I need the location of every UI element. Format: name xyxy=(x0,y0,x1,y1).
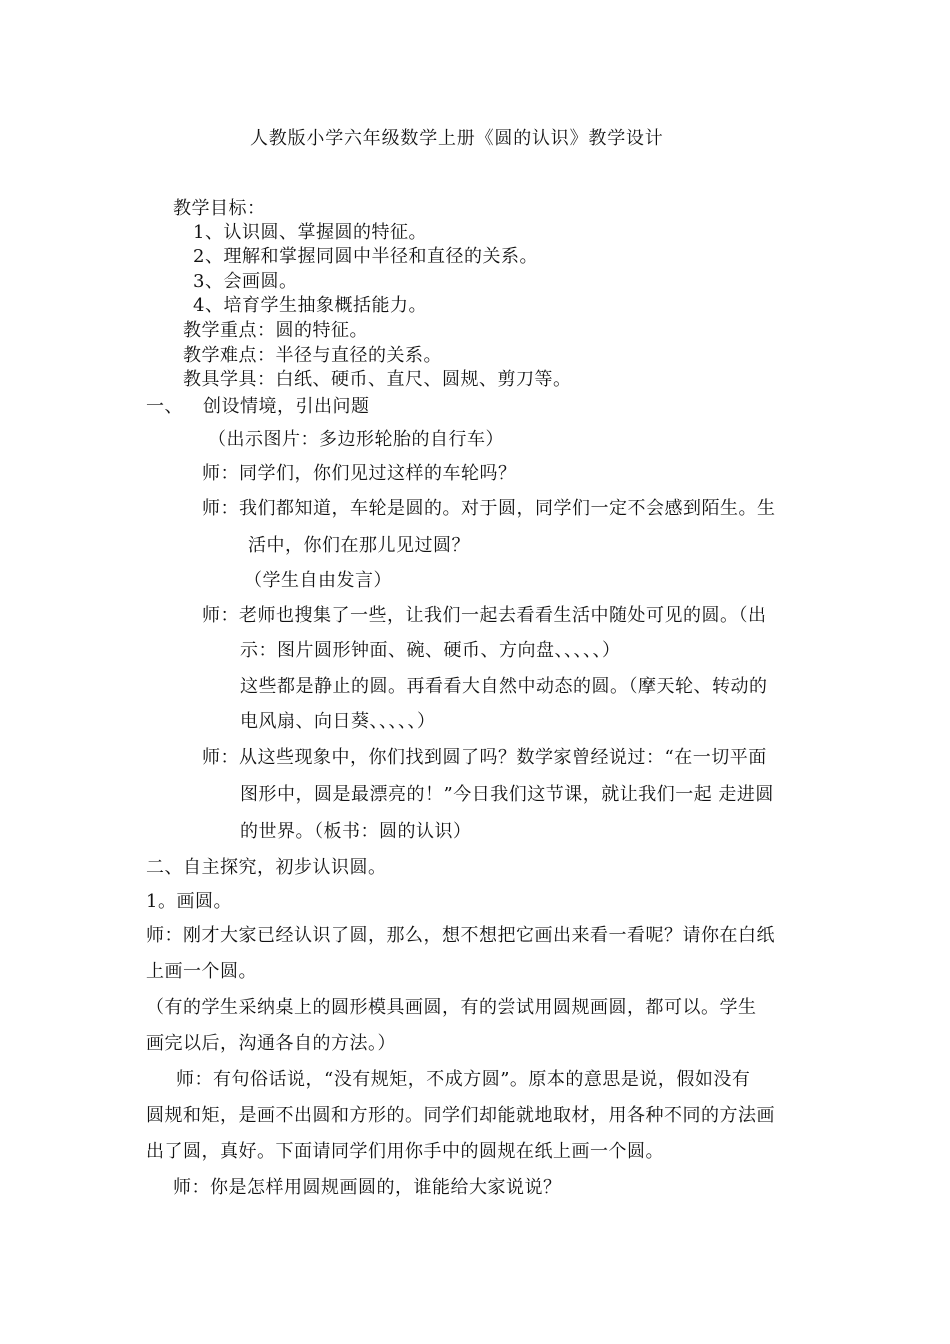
paragraph-line: 师：有句俗话说，“没有规矩，不成方圆”。原本的意思是说，假如没有 xyxy=(176,1069,751,1090)
objective-item: 1、认识圆、掌握圆的特征。 xyxy=(193,222,427,243)
paragraph-line: 出了圆，真好。下面请同学们用你手中的圆规在纸上画一个圆。 xyxy=(146,1141,664,1162)
paragraph-line: 上画一个圆。 xyxy=(146,961,257,982)
paragraph-line: 师：你是怎样用圆规画圆的，谁能给大家说说？ xyxy=(173,1177,562,1198)
paragraph-line: 这些都是静止的圆。再看看大自然中动态的圆。（摩天轮、转动的 xyxy=(240,676,768,697)
paragraph-line: 1。画圆。 xyxy=(146,891,232,912)
objective-item: 3、会画圆。 xyxy=(193,271,298,292)
paragraph-line: 画完以后，沟通各自的方法。） xyxy=(146,1033,396,1054)
paragraph-line: 电风扇、向日葵、、、、、） xyxy=(240,711,436,732)
paragraph-line: （出示图片：多边形轮胎的自行车） xyxy=(208,429,504,450)
tools: 教具学具：白纸、硬币、直尺、圆规、剪刀等。 xyxy=(183,369,572,390)
paragraph-line: 圆规和矩，是画不出圆和方形的。同学们却能就地取材，用各种不同的方法画 xyxy=(146,1105,775,1126)
key-point: 教学重点：圆的特征。 xyxy=(183,320,368,341)
section1-heading: 创设情境，引出问题 xyxy=(203,396,370,417)
section1-number: 一、 xyxy=(146,396,183,417)
document-title: 人教版小学六年级数学上册《圆的认识》教学设计 xyxy=(250,128,664,149)
paragraph-line: 师：我们都知道，车轮是圆的。对于圆，同学们一定不会感到陌生。生 xyxy=(202,498,776,519)
paragraph-line: 师：从这些现象中，你们找到圆了吗？数学家曾经说过：“在一切平面 xyxy=(202,747,767,768)
paragraph-line: 图形中，圆是最漂亮的！”今日我们这节课，就让我们一起 走进圆 xyxy=(240,784,774,805)
paragraph-line: 师：同学们，你们见过这样的车轮吗？ xyxy=(202,463,517,484)
objective-item: 4、培育学生抽象概括能力。 xyxy=(193,295,427,316)
objectives-heading: 教学目标： xyxy=(173,198,266,219)
paragraph-line: （学生自由发言） xyxy=(244,570,392,591)
paragraph-line: 师：老师也搜集了一些，让我们一起去看看生活中随处可见的圆。（出 xyxy=(202,605,767,626)
paragraph-line: 的世界。（板书：圆的认识） xyxy=(240,821,472,842)
difficulty: 教学难点：半径与直径的关系。 xyxy=(183,345,442,366)
objective-item: 2、理解和掌握同圆中半径和直径的关系。 xyxy=(193,246,538,267)
paragraph-line: （有的学生采纳桌上的圆形模具画圆，有的尝试用圆规画圆，都可以。学生 xyxy=(146,997,757,1018)
paragraph-line: 师：刚才大家已经认识了圆，那么，想不想把它画出来看一看呢？请你在白纸 xyxy=(146,925,775,946)
paragraph-line: 活中，你们在那儿见过圆？ xyxy=(248,535,470,556)
section2-heading: 二、自主探究，初步认识圆。 xyxy=(146,857,387,878)
paragraph-line: 示：图片圆形钟面、碗、硬币、方向盘、、、、、） xyxy=(240,640,621,661)
